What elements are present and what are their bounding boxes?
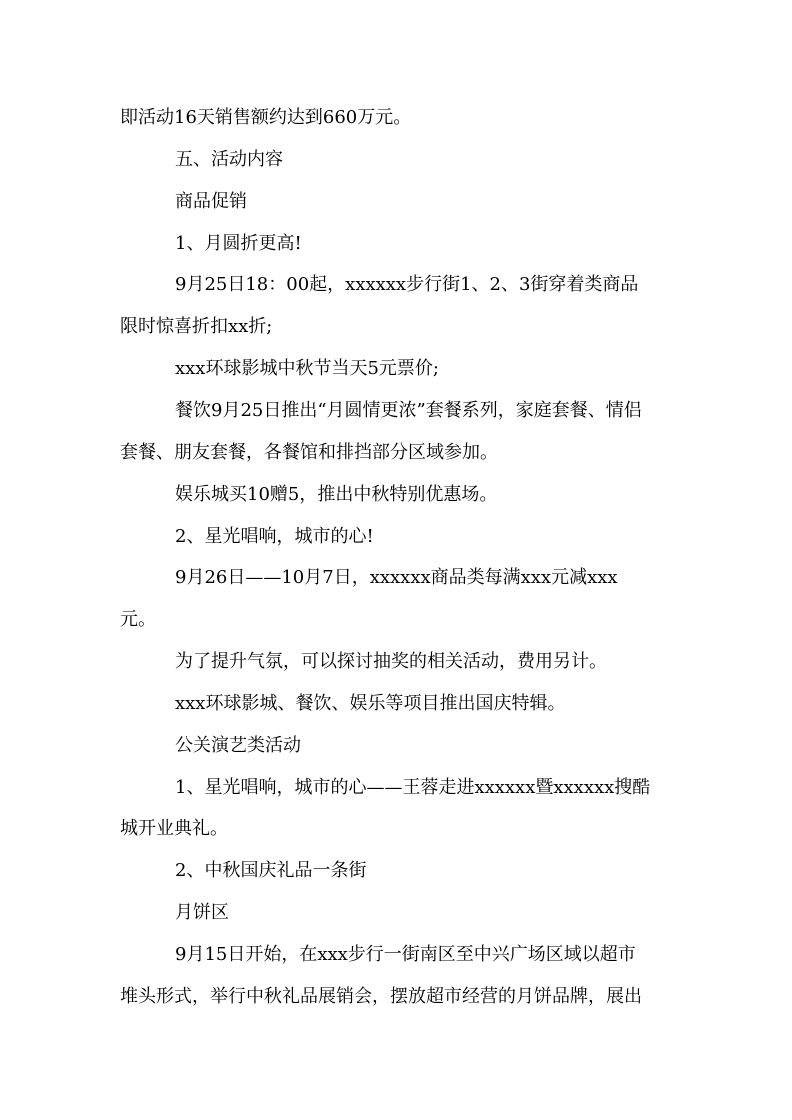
text-line: 9月15日开始，在xxx步行一街南区至中兴广场区域以超市 bbox=[175, 944, 636, 965]
list-item-heading: 2、星光唱响，城市的心! bbox=[175, 526, 374, 547]
text-line: 1、星光唱响，城市的心——王蓉走进xxxxxx暨xxxxxx搜酷 bbox=[175, 777, 651, 798]
text-line: 元。 bbox=[120, 609, 156, 630]
subsection-heading: 月饼区 bbox=[175, 902, 229, 923]
text-line: 限时惊喜折扣xx折; bbox=[120, 316, 273, 337]
text-line: 餐饮9月25日推出“月圆情更浓”套餐系列，家庭套餐、情侣 bbox=[175, 400, 642, 421]
text-line: 9月26日——10月7日，xxxxxx商品类每满xxx元减xxx bbox=[175, 567, 618, 588]
list-item-heading: 2、中秋国庆礼品一条街 bbox=[175, 860, 367, 881]
text-line: 城开业典礼。 bbox=[120, 818, 228, 839]
text-line: xxx环球影城中秋节当天5元票价; bbox=[175, 358, 439, 379]
section-heading: 五、活动内容 bbox=[175, 149, 283, 170]
text-line: 为了提升气氛，可以探讨抽奖的相关活动，费用另计。 bbox=[175, 651, 607, 672]
subsection-heading: 商品促销 bbox=[175, 191, 247, 212]
text-line: 9月25日18：00起，xxxxxx步行街1、2、3街穿着类商品 bbox=[175, 274, 639, 295]
subsection-heading: 公关演艺类活动 bbox=[175, 735, 301, 756]
text-line: xxx环球影城、餐饮、娱乐等项目推出国庆特辑。 bbox=[175, 693, 566, 714]
text-line: 套餐、朋友套餐，各餐馆和排挡部分区域参加。 bbox=[120, 442, 498, 463]
list-item-heading: 1、月圆折更高! bbox=[175, 233, 302, 254]
text-line: 娱乐城买10赠5，推出中秋特别优惠场。 bbox=[175, 484, 498, 505]
text-line: 堆头形式，举行中秋礼品展销会，摆放超市经营的月饼品牌，展出 bbox=[120, 986, 642, 1007]
text-line: 即活动16天销售额约达到660万元。 bbox=[120, 107, 412, 128]
